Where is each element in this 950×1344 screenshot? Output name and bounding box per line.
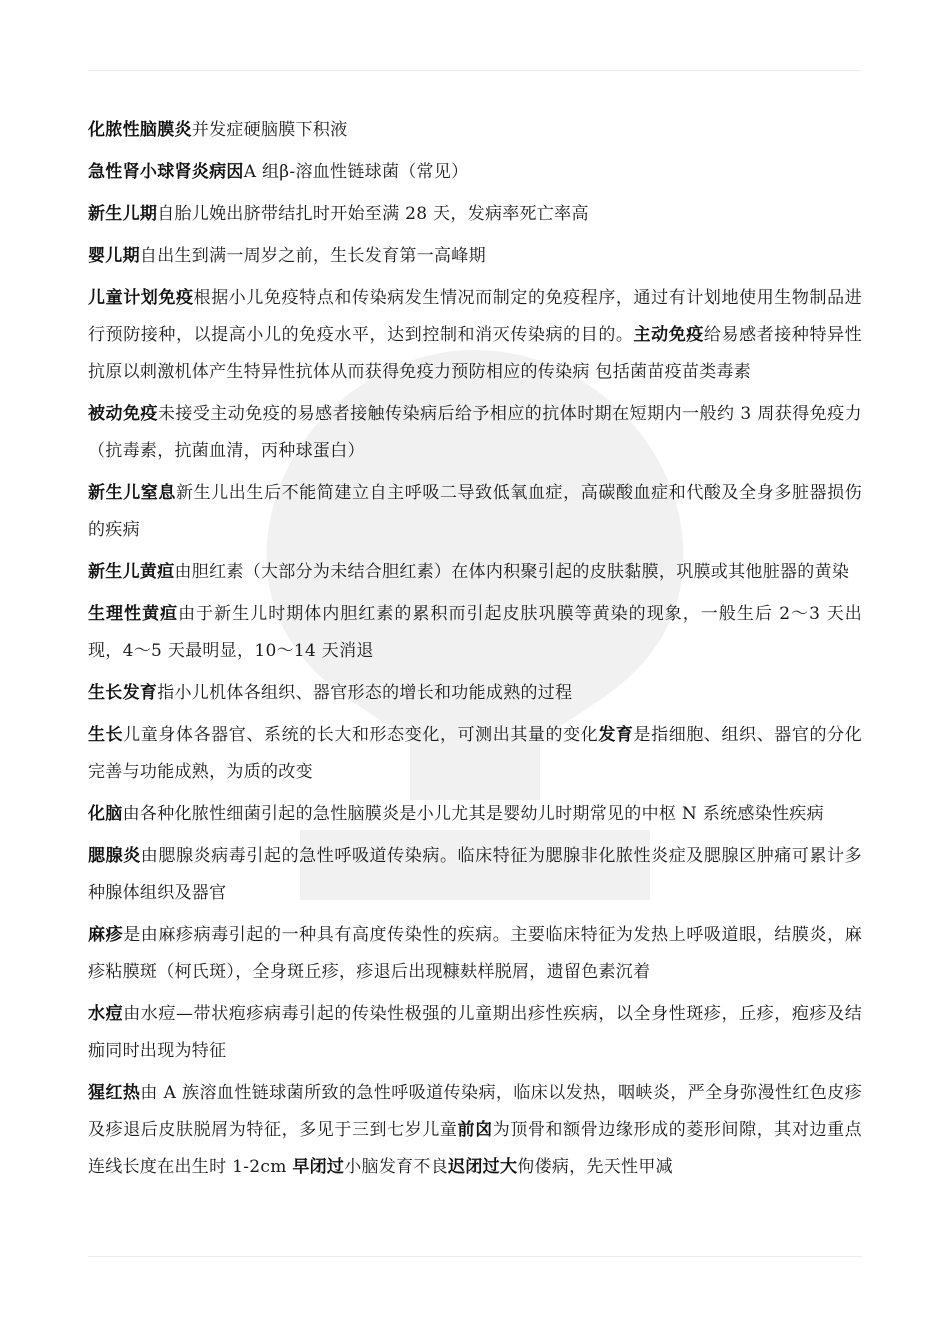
definition-text: 儿童身体各器官、系统的长大和形态变化，可测出其量的变化 (123, 725, 599, 745)
term-label: 化脓性脑膜炎 (88, 120, 192, 140)
term-label: 猩红热 (88, 1083, 141, 1103)
definition-text: 由胆红素（大部分为未结合胆红素）在体内积聚引起的皮肤黏膜，巩膜或其他脏器的黄染 (174, 562, 850, 582)
term-label: 急性肾小球肾炎病因 (88, 162, 244, 182)
entry (88, 596, 862, 670)
term-label: 腮腺炎 (88, 846, 141, 866)
term-label: 生理性黄疸 (88, 604, 179, 624)
definition-text: 小脑发育不良 (344, 1157, 449, 1177)
entry (88, 996, 862, 1070)
term-label: 前囟 (457, 1120, 493, 1140)
footer-rule (88, 1256, 862, 1257)
document-body (88, 112, 862, 1191)
header-rule (88, 70, 862, 71)
entry (88, 838, 862, 912)
term-label: 早闭过 (292, 1157, 345, 1177)
definition-text: 自出生到满一周岁之前，生长发育第一高峰期 (139, 246, 486, 266)
definition-text: 自胎儿娩出脐带结扎时开始至满 28 天，发病率死亡率高 (157, 204, 589, 224)
definition-text: 给易感者接种特异性抗原以刺激机体产生特异性抗体从而获得免疫力预防相应的传染病 包括菌苗疫苗类毒素 (88, 325, 862, 382)
term-label: 麻疹 (88, 925, 124, 945)
entry (88, 396, 862, 470)
term-label: 新生儿期 (88, 204, 158, 224)
term-label: 化脑 (88, 804, 123, 824)
definition-text: 根据小儿免疫特点和传染病发生情况而制定的免疫程序，通过有计划地使用生物制品进行预防接种，以提高小儿的免疫水平，达到控制和消灭传染病的目的。 (88, 288, 862, 345)
entry (88, 238, 862, 275)
definition-text: 并发症硬脑膜下积液 (191, 120, 348, 140)
term-label: 水痘 (88, 1004, 124, 1024)
definition-text: 是由麻疹病毒引起的一种具有高度传染性的疾病。主要临床特征为发热上呼吸道眼，结膜炎，麻疹粘膜斑（柯氏斑），全身斑丘疹，疹退后出现糠麸样脱屑，遗留色素沉着 (88, 925, 862, 982)
definition-text: 新生儿出生后不能简建立自主呼吸二导致低氧血症，高碳酸血症和代酸及全身多脏器损伤的疾病 (88, 483, 863, 540)
term-label: 迟闭过大 (448, 1157, 518, 1177)
entry (88, 796, 862, 833)
entry (88, 280, 862, 391)
entry (88, 1075, 862, 1186)
entry (88, 917, 862, 991)
entry (88, 475, 862, 549)
term-label: 发育 (598, 725, 634, 745)
term-label: 婴儿期 (88, 246, 140, 266)
term-label: 新生儿窒息 (88, 483, 176, 503)
definition-text: 由 A 族溶血性链球菌所致的急性呼吸道传染病，临床以发热，咽峡炎，严全身弥漫性红色皮疹及疹退后皮肤脱屑为特征，多见于三到七岁儿童 (88, 1083, 863, 1140)
definition-text: A 组β-溶血性链球菌（常见） (243, 162, 469, 182)
definition-text: 由水痘—带状疱疹病毒引起的传染性极强的儿童期出疹性疾病，以全身性斑疹，丘疹，疱疹及结痂同时出现为特征 (88, 1004, 862, 1061)
definition-text: 指小儿机体各组织、器官形态的增长和功能成熟的过程 (157, 683, 573, 703)
definition-text: 为顶骨和额骨边缘形成的菱形间隙，其对边重点连线长度在出生时 1-2cm (88, 1120, 862, 1177)
entry (88, 154, 862, 191)
entry (88, 675, 862, 712)
entry (88, 554, 862, 591)
definition-text: 由各种化脓性细菌引起的急性脑膜炎是小儿尤其是婴幼儿时期常见的中枢 N 系统感染性疾病 (122, 804, 824, 824)
definition-text: 未接受主动免疫的易感者接触传染病后给予相应的抗体时期在短期内一般约 3 周获得免疫力（抗毒素，抗菌血清，丙种球蛋白） (88, 404, 862, 461)
term-label: 生长发育 (88, 683, 158, 703)
definition-text: 是指细胞、组织、器官的分化完善与功能成熟，为质的改变 (88, 725, 862, 782)
term-label: 生长 (88, 725, 124, 745)
term-label: 新生儿黄疸 (88, 562, 175, 582)
term-label: 儿童计划免疫 (88, 288, 194, 308)
definition-text: 由于新生儿时期体内胆红素的累积而引起皮肤巩膜等黄染的现象，一般生后 2～3 天出现，4～5 天最明显，10～14 天消退 (88, 604, 863, 661)
term-label: 被动免疫 (88, 404, 158, 424)
entry (88, 717, 862, 791)
definition-text: 佝偻病，先天性甲减 (517, 1157, 673, 1177)
entry (88, 196, 862, 233)
definition-text: 由腮腺炎病毒引起的急性呼吸道传染病。临床特征为腮腺非化脓性炎症及腮腺区肿痛可累计多种腺体组织及器官 (88, 846, 862, 903)
term-label: 主动免疫 (633, 325, 704, 345)
entry (88, 112, 862, 149)
